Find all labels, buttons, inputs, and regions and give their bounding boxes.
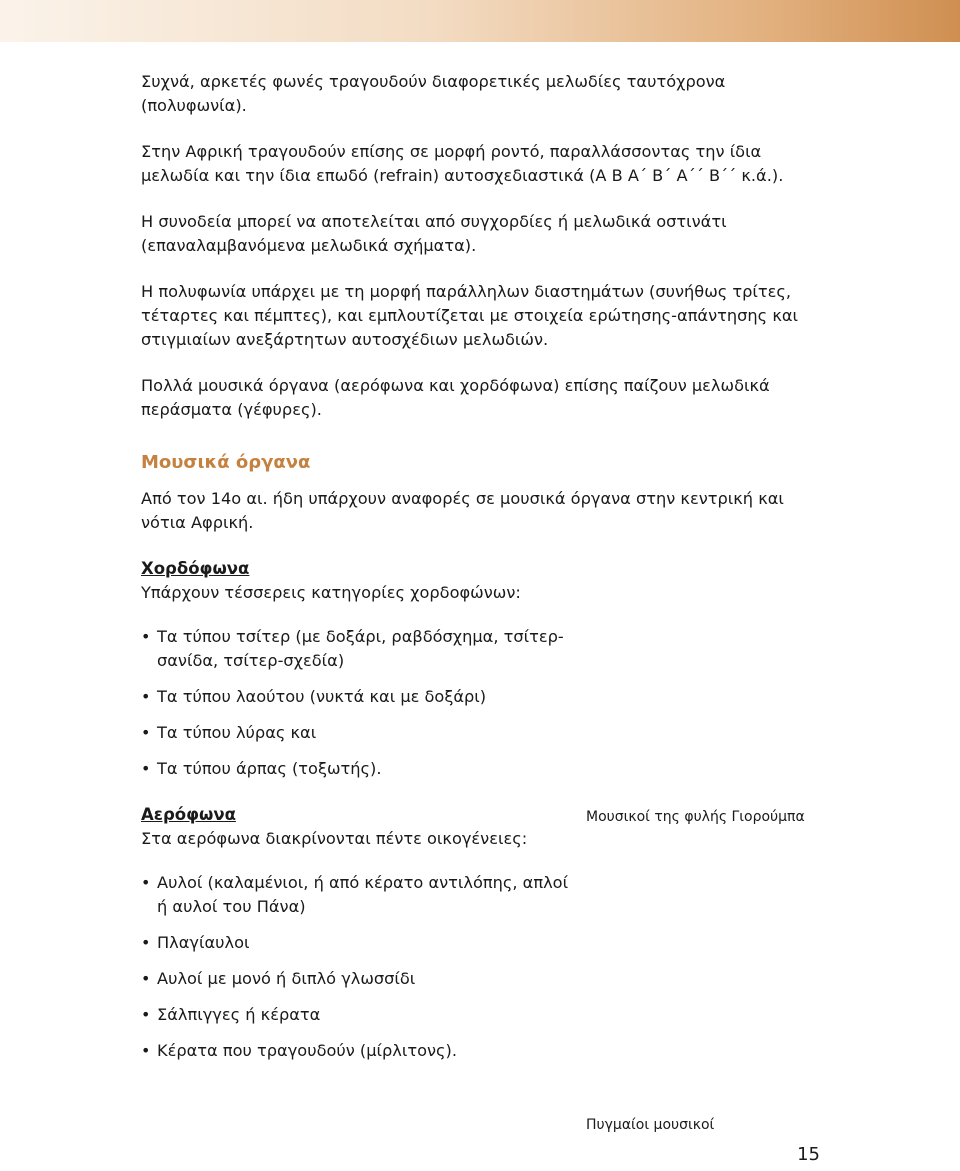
list-item: • Κέρατα που τραγουδούν (μίρλιτονς). [141, 1039, 581, 1063]
top-decorative-bar [0, 0, 960, 42]
page-number: 15 [797, 1144, 820, 1165]
aerophones-list [141, 871, 581, 1063]
subtitle-aerophones: Αερόφωνα [141, 805, 236, 824]
caption-giorouba-musicians: Μουσικοί της φυλής Γιορούμπα [586, 809, 805, 825]
list-item: • Τα τύπου τσίτερ (με δοξάρι, ραβδόσχημα, τσίτερ- σανίδα, τσίτερ-σχεδία) [141, 625, 581, 673]
paragraph-polyphony: Συχνά, αρκετές φωνές τραγουδούν διαφορετικές μελωδίες ταυτόχρονα (πολυφωνία). [141, 72, 726, 115]
paragraph-instruments-intro: Από τον 14ο αι. ήδη υπάρχουν αναφορές σε μουσικά όργανα στην κεντρική και νότια Αφρική. [141, 489, 784, 532]
paragraph-accompaniment: Η συνοδεία μπορεί να αποτελείται από συγχορδίες ή μελωδικά οστινάτι (επαναλαμβανόμενα μελωδικά σχήματα). [141, 212, 727, 255]
paragraph-bridges: Πολλά μουσικά όργανα (αερόφωνα και χορδόφωνα) επίσης παίζουν μελωδικά περάσματα (γέφυρες). [141, 376, 770, 419]
list-item: • Τα τύπου λαούτου (νυκτά και με δοξάρι) [141, 685, 581, 709]
paragraph-rondo: Στην Αφρική τραγουδούν επίσης σε μορφή ροντό, παραλλάσσοντας την ίδια μελωδία και την ίδια επωδό (refrain) αυτοσχεδιαστικά (Α Β Α΄ Β΄ Α΄΄ Β΄΄ κ.ά.). [141, 142, 784, 185]
section-title-instruments: Μουσικά όργανα [141, 452, 311, 473]
page-content [141, 70, 824, 1075]
paragraph-parallel-intervals: Η πολυφωνία υπάρχει με τη μορφή παράλληλων διαστημάτων (συνήθως τρίτες, τέταρτες και πέμπτες), και εμπλουτίζεται με στοιχεία ερώτησης-απάντησης και στιγμιαίων ανεξάρτητων αυτοσχέδιων μελωδιών. [141, 282, 799, 349]
caption-pygmy-musicians: Πυγμαίοι μουσικοί [586, 1117, 715, 1133]
chordophones-list [141, 625, 581, 781]
aerophones-intro: Στα αερόφωνα διακρίνονται πέντε οικογένειες: [141, 829, 528, 848]
list-item: • Αυλοί με μονό ή διπλό γλωσσίδι [141, 967, 581, 991]
chordophones-intro: Υπάρχουν τέσσερεις κατηγορίες χορδοφώνων: [141, 583, 521, 602]
list-item: • Τα τύπου λύρας και [141, 721, 581, 745]
subtitle-chordophones: Χορδόφωνα [141, 559, 250, 578]
list-item: • Τα τύπου άρπας (τοξωτής). [141, 757, 581, 781]
list-item: • Πλαγίαυλοι [141, 931, 581, 955]
list-item: • Σάλπιγγες ή κέρατα [141, 1003, 581, 1027]
list-item: • Αυλοί (καλαμένιοι, ή από κέρατο αντιλόπης, απλοί ή αυλοί του Πάνα) [141, 871, 581, 919]
